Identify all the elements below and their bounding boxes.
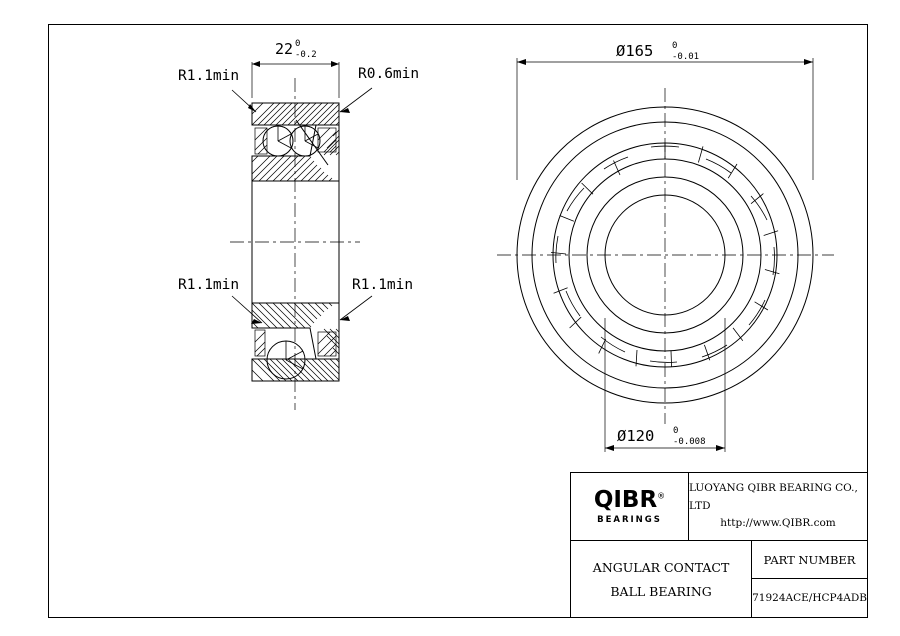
svg-text:-0.008: -0.008 [673,437,706,447]
label-inner-diameter [617,426,706,447]
label-width-dimension [275,39,317,60]
svg-text:0: 0 [295,39,301,49]
company-info [689,480,867,534]
registered-trademark-icon: ® [657,490,666,500]
svg-text:-0.01: -0.01 [672,52,700,62]
product-description-line-1: ANGULAR CONTACT [592,559,730,575]
brand-subtitle: BEARINGS [597,514,662,525]
company-website: http://www.QIBR.com [720,517,836,530]
svg-text:0: 0 [673,426,679,436]
svg-text:22: 22 [275,40,294,58]
product-description-line-2: BALL BEARING [610,583,712,599]
front-view [497,88,834,424]
label-chamfer-top-left: R1.1min [178,68,240,84]
label-outer-diameter [616,41,699,62]
brand-text: QIBR [593,486,658,513]
label-chamfer-bottom-right: R1.1min [352,277,414,293]
label-chamfer-top-right: R0.6min [358,66,420,82]
brand-logo [571,473,689,540]
section-view [230,78,360,410]
label-chamfer-bottom-left: R1.1min [178,277,240,293]
part-number-label: PART NUMBER [752,541,867,579]
product-description [571,541,752,618]
part-number-value: 71924ACE/HCP4ADB [752,592,867,604]
company-name: LUOYANG QIBR BEARING CO., LTD [689,481,858,512]
title-block-body [571,541,867,618]
title-block-header [571,473,867,541]
svg-text:-0.2: -0.2 [295,50,317,60]
svg-text:Ø165: Ø165 [616,42,654,60]
part-number-cell [752,541,867,618]
svg-text:0: 0 [672,41,678,51]
title-block [570,472,868,618]
brand-name [593,486,666,513]
svg-text:Ø120: Ø120 [617,427,655,445]
dim-width [252,61,339,98]
